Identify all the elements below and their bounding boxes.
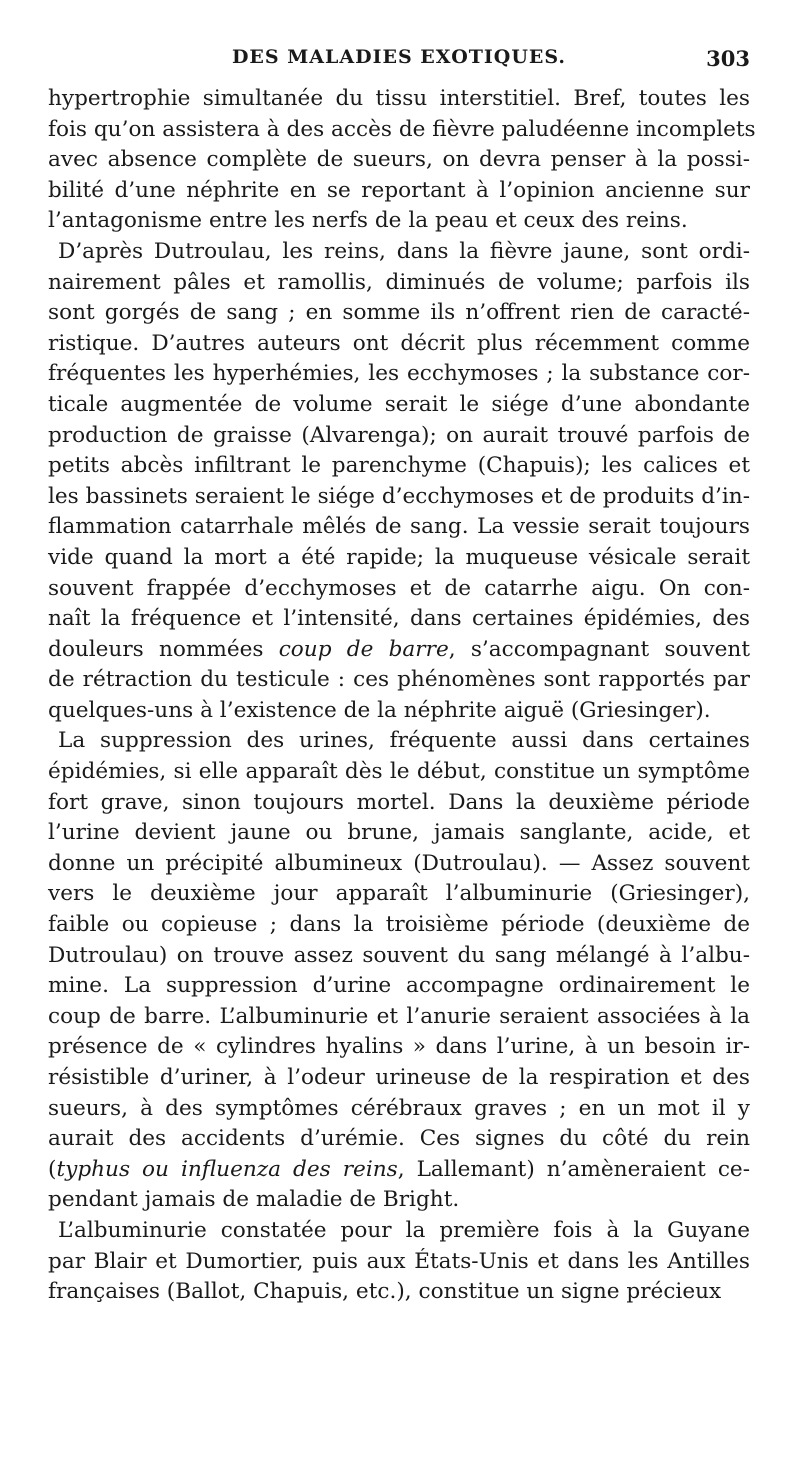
text-line: douleurs nommées coup de barre, s’accompagnant souvent: [48, 636, 750, 662]
text-line: les bassinets seraient le siége d’ecchymoses et de produits d’in-: [48, 483, 750, 509]
text-line: mine. La suppression d’urine accompagne ordinairement le: [48, 973, 750, 999]
text-line: naît la fréquence et l’intensité, dans certaines épidémies, des: [48, 606, 750, 632]
text-line: pendant jamais de maladie de Bright.: [48, 1187, 460, 1213]
text-line: Dutroulau) on trouve assez souvent du sang mélangé à l’albu-: [48, 942, 750, 968]
italic-term: coup de barre: [278, 636, 449, 662]
text-line: production de graisse (Alvarenga); on aurait trouvé parfois de: [48, 422, 750, 448]
paragraph: [48, 237, 750, 727]
text-line: La suppression des urines, fréquente aussi dans certaines: [58, 728, 750, 754]
page-number: 303: [706, 46, 750, 71]
text-line: sueurs, à des symptômes cérébraux graves ; en un mot il y: [48, 1095, 750, 1121]
text-line: vide quand la mort a été rapide; la muqueuse vésicale serait: [48, 544, 750, 570]
text-line: donne un précipité albumineux (Dutroulau). — Assez souvent: [48, 850, 750, 876]
text-line: ticale augmentée de volume serait le siége d’une abondante: [48, 391, 750, 417]
text-line: nairement pâles et ramollis, diminués de volume; parfois ils: [48, 269, 750, 295]
text-line: faible ou copieuse ; dans la troisième période (deuxième de: [48, 912, 750, 938]
text-line: par Blair et Dumortier, puis aux États-Unis et dans les Antilles: [48, 1248, 750, 1274]
text-line: flammation catarrhale mêlés de sang. La vessie serait toujours: [48, 514, 750, 540]
paragraph: [48, 726, 750, 1216]
text-line: l’antagonisme entre les nerfs de la peau et ceux des reins.: [48, 208, 688, 234]
text-line: avec absence complète de sueurs, on devra penser à la possi-: [48, 147, 750, 173]
text-line: aurait des accidents d’urémie. Ces signes du côté du rein: [48, 1126, 750, 1152]
text-line: souvent frappée d’ecchymoses et de catarrhe aigu. On con-: [48, 575, 750, 601]
body-text: [48, 84, 756, 1308]
text-line: vers le deuxième jour apparaît l’albuminurie (Griesinger),: [48, 881, 750, 907]
text-line: présence de « cylindres hyalins » dans l’urine, à un besoin ir-: [48, 1034, 750, 1060]
text-line: ristique. D’autres auteurs ont décrit plus récemment comme: [48, 330, 750, 356]
running-title: DES MALADIES EXOTIQUES.: [231, 46, 567, 68]
text-line: hypertrophie simultanée du tissu interstitiel. Bref, toutes les: [48, 86, 750, 111]
text-line: quelques-uns à l’existence de la néphrite aiguë (Griesinger).: [48, 697, 711, 723]
text-line: fort grave, sinon toujours mortel. Dans la deuxième période: [48, 789, 750, 815]
italic-term: typhus ou influenza des reins: [56, 1156, 398, 1182]
text-line: L’albuminurie constatée pour la première fois à la Guyane: [58, 1217, 750, 1243]
text-line: bilité d’une néphrite en se reportant à l’opinion ancienne sur: [48, 177, 750, 203]
paragraph: [48, 1216, 750, 1308]
text-line: D’après Dutroulau, les reins, dans la fièvre jaune, sont ordi-: [58, 238, 750, 264]
text-line: coup de barre. L’albuminurie et l’anurie seraient associées à la: [48, 1003, 750, 1029]
text-line: de rétraction du testicule : ces phénomènes sont rapportés par: [48, 667, 750, 693]
text-line: fréquentes les hyperhémies, les ecchymoses ; la substance cor-: [48, 361, 750, 387]
text-line: françaises (Ballot, Chapuis, etc.), constitue un signe précieux: [48, 1279, 722, 1305]
paragraph: [48, 84, 756, 237]
page-header: [48, 40, 750, 80]
text-line: épidémies, si elle apparaît dès le début, constitue un symptôme: [48, 759, 750, 785]
text-line: sont gorgés de sang ; en somme ils n’offrent rien de caracté-: [48, 300, 750, 326]
text-line: petits abcès infiltrant le parenchyme (Chapuis); les calices et: [48, 453, 750, 479]
text-line: (typhus ou influenza des reins, Lallemant) n’amèneraient ce-: [48, 1156, 750, 1182]
text-line: fois qu’on assistera à des accès de fièvre paludéenne incomplets: [48, 116, 756, 142]
text-line: résistible d’uriner, à l’odeur urineuse de la respiration et des: [48, 1065, 750, 1090]
text-line: l’urine devient jaune ou brune, jamais sanglante, acide, et: [48, 820, 750, 846]
